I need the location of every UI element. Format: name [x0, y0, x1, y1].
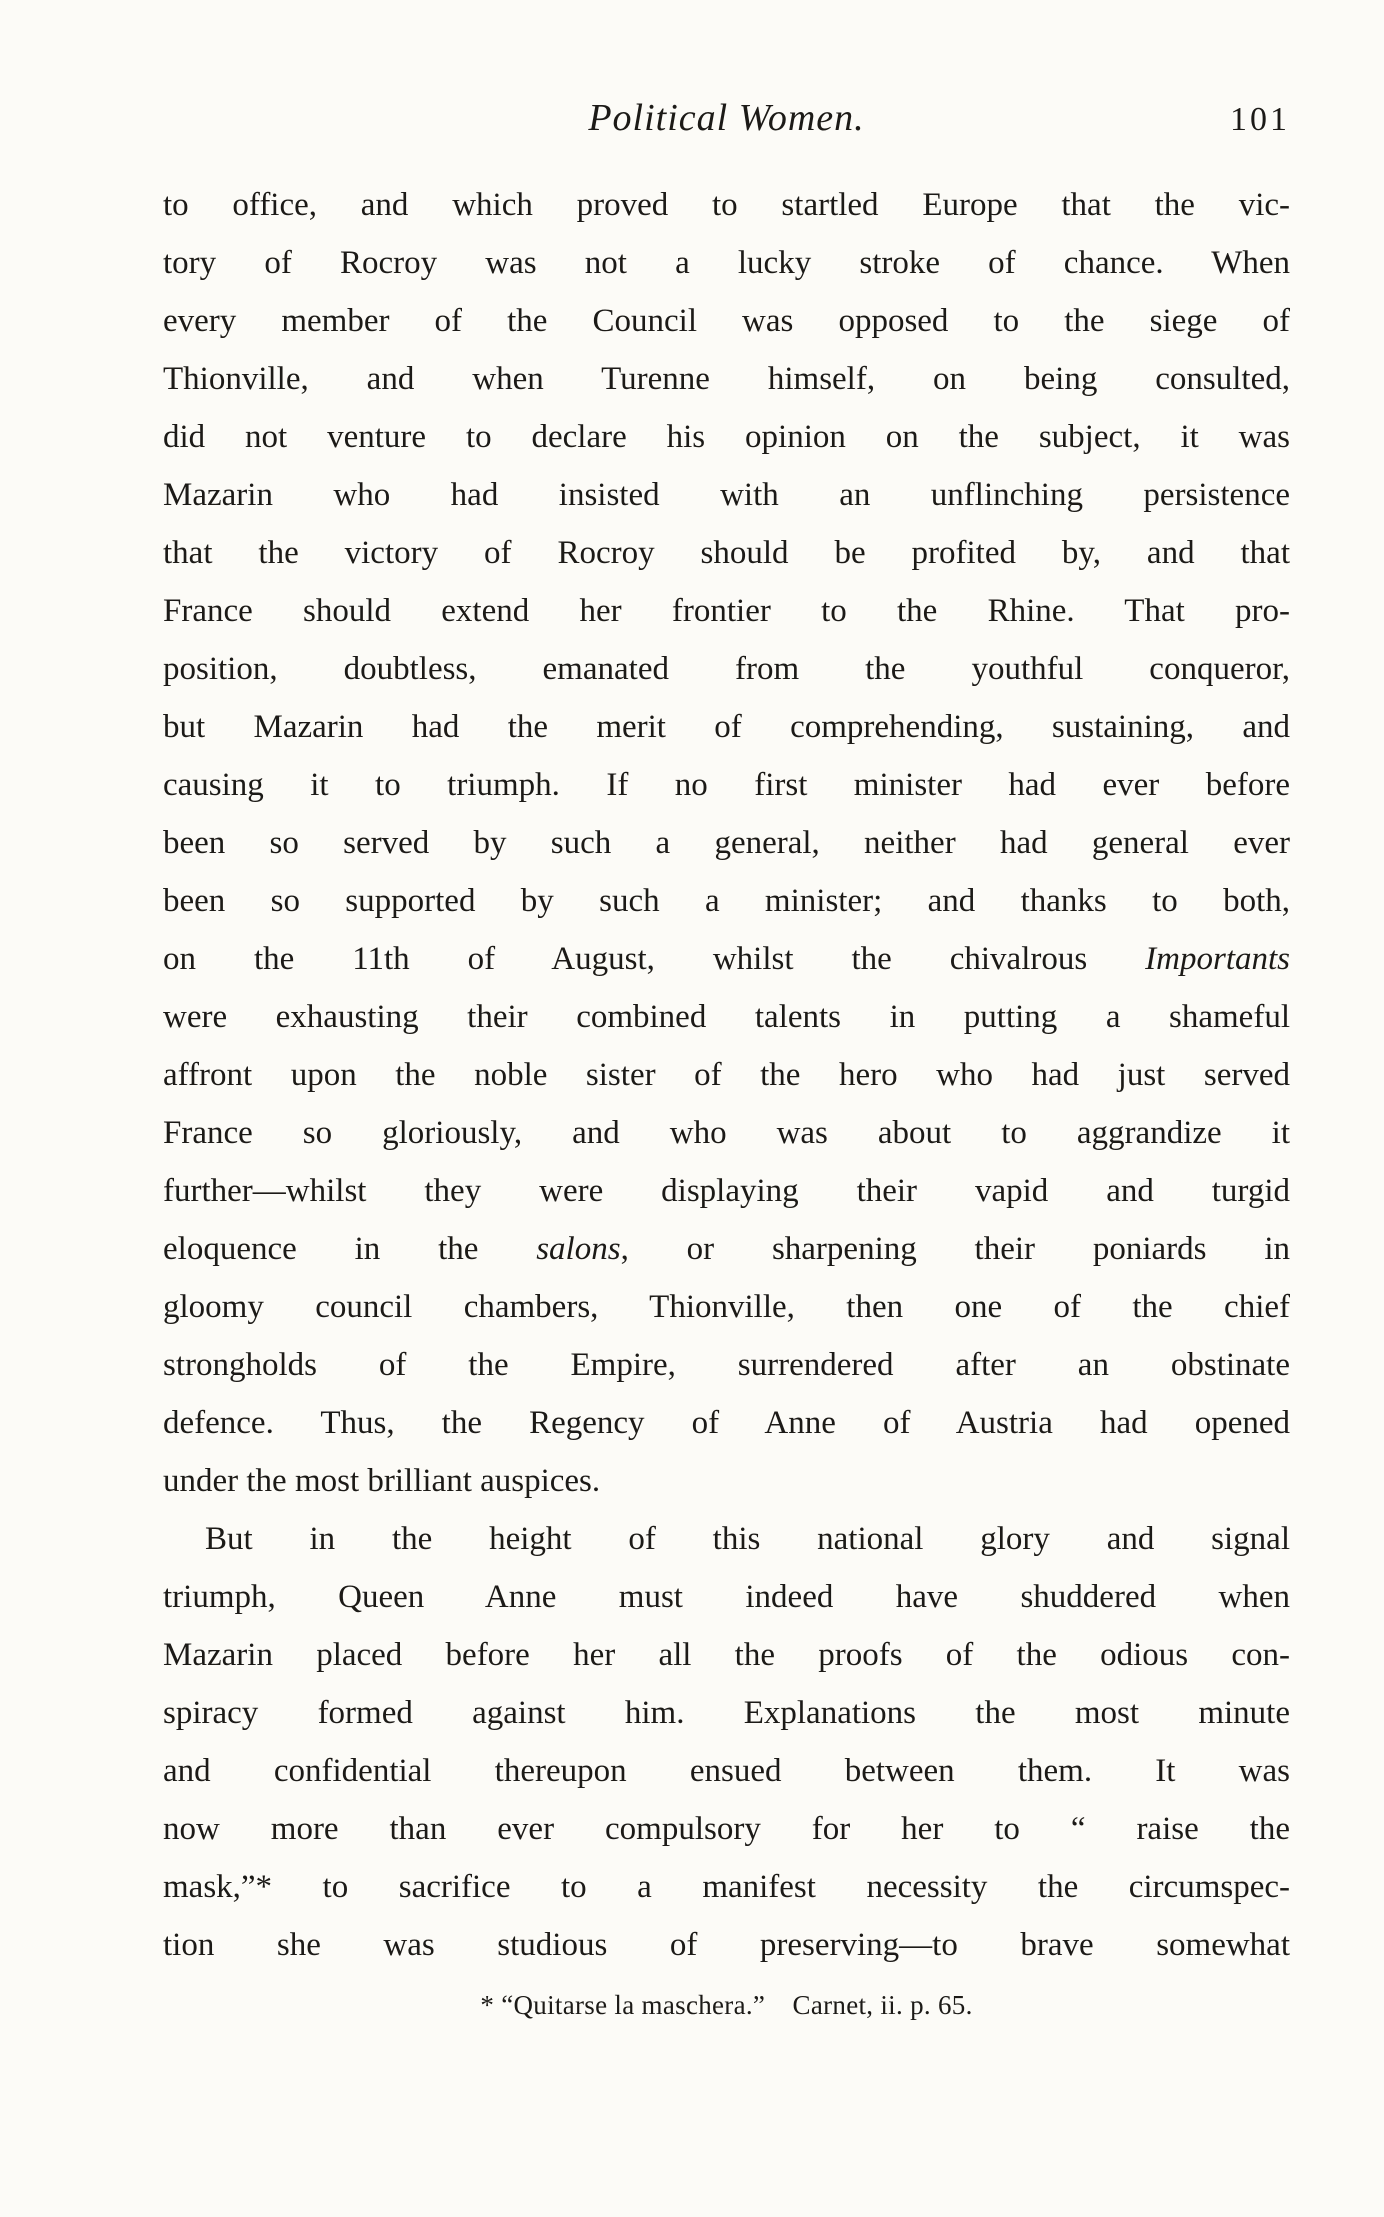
text-segment: Thionville, and when Turenne himself, on being consulted, — [163, 361, 1290, 397]
text-segment: eloquence in the — [163, 1231, 537, 1267]
paragraph — [163, 176, 1290, 1510]
text-line — [163, 1278, 1290, 1336]
text-segment: been so served by such a general, neither had general ever — [163, 825, 1290, 861]
text-line — [163, 1916, 1290, 1974]
text-line — [163, 814, 1290, 872]
text-segment: causing it to triumph. If no first minister had ever before — [163, 767, 1290, 803]
paragraph — [163, 1510, 1290, 1974]
text-segment: strongholds of the Empire, surrendered after an obstinate — [163, 1347, 1290, 1383]
text-segment: defence. Thus, the Regency of Anne of Austria had opened — [163, 1405, 1290, 1441]
text-segment: gloomy council chambers, Thionville, then one of the chief — [163, 1289, 1290, 1325]
text-line — [163, 176, 1290, 234]
text-line — [163, 1626, 1290, 1684]
text-segment: tion she was studious of preserving—to brave somewhat — [163, 1927, 1290, 1963]
italic-text: salons — [536, 1231, 621, 1267]
text-line — [163, 1452, 1290, 1510]
text-segment: but Mazarin had the merit of comprehending, sustaining, and — [163, 709, 1290, 745]
footnote: * “Quitarse la maschera.” Carnet, ii. p. 65. — [480, 1990, 973, 2020]
text-line — [163, 408, 1290, 466]
text-line — [163, 1104, 1290, 1162]
text-segment: under the most brilliant auspices. — [163, 1463, 601, 1499]
text-segment: , or sharpening their poniards in — [620, 1231, 1290, 1267]
text-segment: France should extend her frontier to the Rhine. That pro- — [163, 593, 1290, 629]
text-line — [163, 582, 1290, 640]
text-line — [163, 1336, 1290, 1394]
text-line — [163, 350, 1290, 408]
text-segment: tory of Rocroy was not a lucky stroke of chance. When — [163, 245, 1290, 281]
italic-text: Importants — [1145, 941, 1290, 977]
text-line — [163, 872, 1290, 930]
text-segment: Mazarin who had insisted with an unflinching persistence — [163, 477, 1290, 513]
text-line — [163, 988, 1290, 1046]
text-segment: every member of the Council was opposed to the siege of — [163, 303, 1290, 339]
text-segment: France so gloriously, and who was about to aggrandize it — [163, 1115, 1290, 1151]
text-segment: that the victory of Rocroy should be profited by, and that — [163, 535, 1290, 571]
text-line — [163, 1858, 1290, 1916]
text-segment: now more than ever compulsory for her to “ raise the — [163, 1811, 1290, 1847]
text-line — [163, 1510, 1290, 1568]
running-header — [163, 96, 1290, 158]
running-title: Political Women. — [588, 97, 865, 139]
text-line — [163, 1800, 1290, 1858]
text-segment: and confidential thereupon ensued between them. It was — [163, 1753, 1290, 1789]
text-segment: mask,”* to sacrifice to a manifest necessity the circumspec- — [163, 1869, 1290, 1905]
text-segment: position, doubtless, emanated from the youthful conqueror, — [163, 651, 1290, 687]
text-line — [163, 1742, 1290, 1800]
text-line — [163, 1046, 1290, 1104]
text-line — [163, 930, 1290, 988]
body-text — [163, 176, 1290, 1974]
text-segment: further—whilst they were displaying their vapid and turgid — [163, 1173, 1290, 1209]
text-segment: affront upon the noble sister of the hero who had just served — [163, 1057, 1290, 1093]
text-line — [163, 1162, 1290, 1220]
text-segment: Mazarin placed before her all the proofs of the odious con- — [163, 1637, 1290, 1673]
text-line — [163, 1220, 1290, 1278]
text-segment: spiracy formed against him. Explanations the most minute — [163, 1695, 1290, 1731]
text-line — [163, 1568, 1290, 1626]
text-line — [163, 234, 1290, 292]
text-segment: been so supported by such a minister; and thanks to both, — [163, 883, 1290, 919]
text-segment: But in the height of this national glory and signal — [205, 1521, 1290, 1557]
text-segment: were exhausting their combined talents in putting a shameful — [163, 999, 1290, 1035]
text-segment: did not venture to declare his opinion on the subject, it was — [163, 419, 1290, 455]
text-line — [163, 524, 1290, 582]
text-line — [163, 698, 1290, 756]
text-segment: to office, and which proved to startled Europe that the vic- — [163, 187, 1290, 223]
text-block — [163, 96, 1290, 2021]
text-line — [163, 1684, 1290, 1742]
text-line — [163, 292, 1290, 350]
text-line — [163, 1394, 1290, 1452]
page-number: 101 — [1230, 101, 1290, 138]
text-line — [163, 640, 1290, 698]
text-segment: triumph, Queen Anne must indeed have shuddered when — [163, 1579, 1290, 1615]
text-line — [163, 466, 1290, 524]
text-line — [163, 756, 1290, 814]
text-segment: on the 11th of August, whilst the chivalrous — [163, 941, 1146, 977]
